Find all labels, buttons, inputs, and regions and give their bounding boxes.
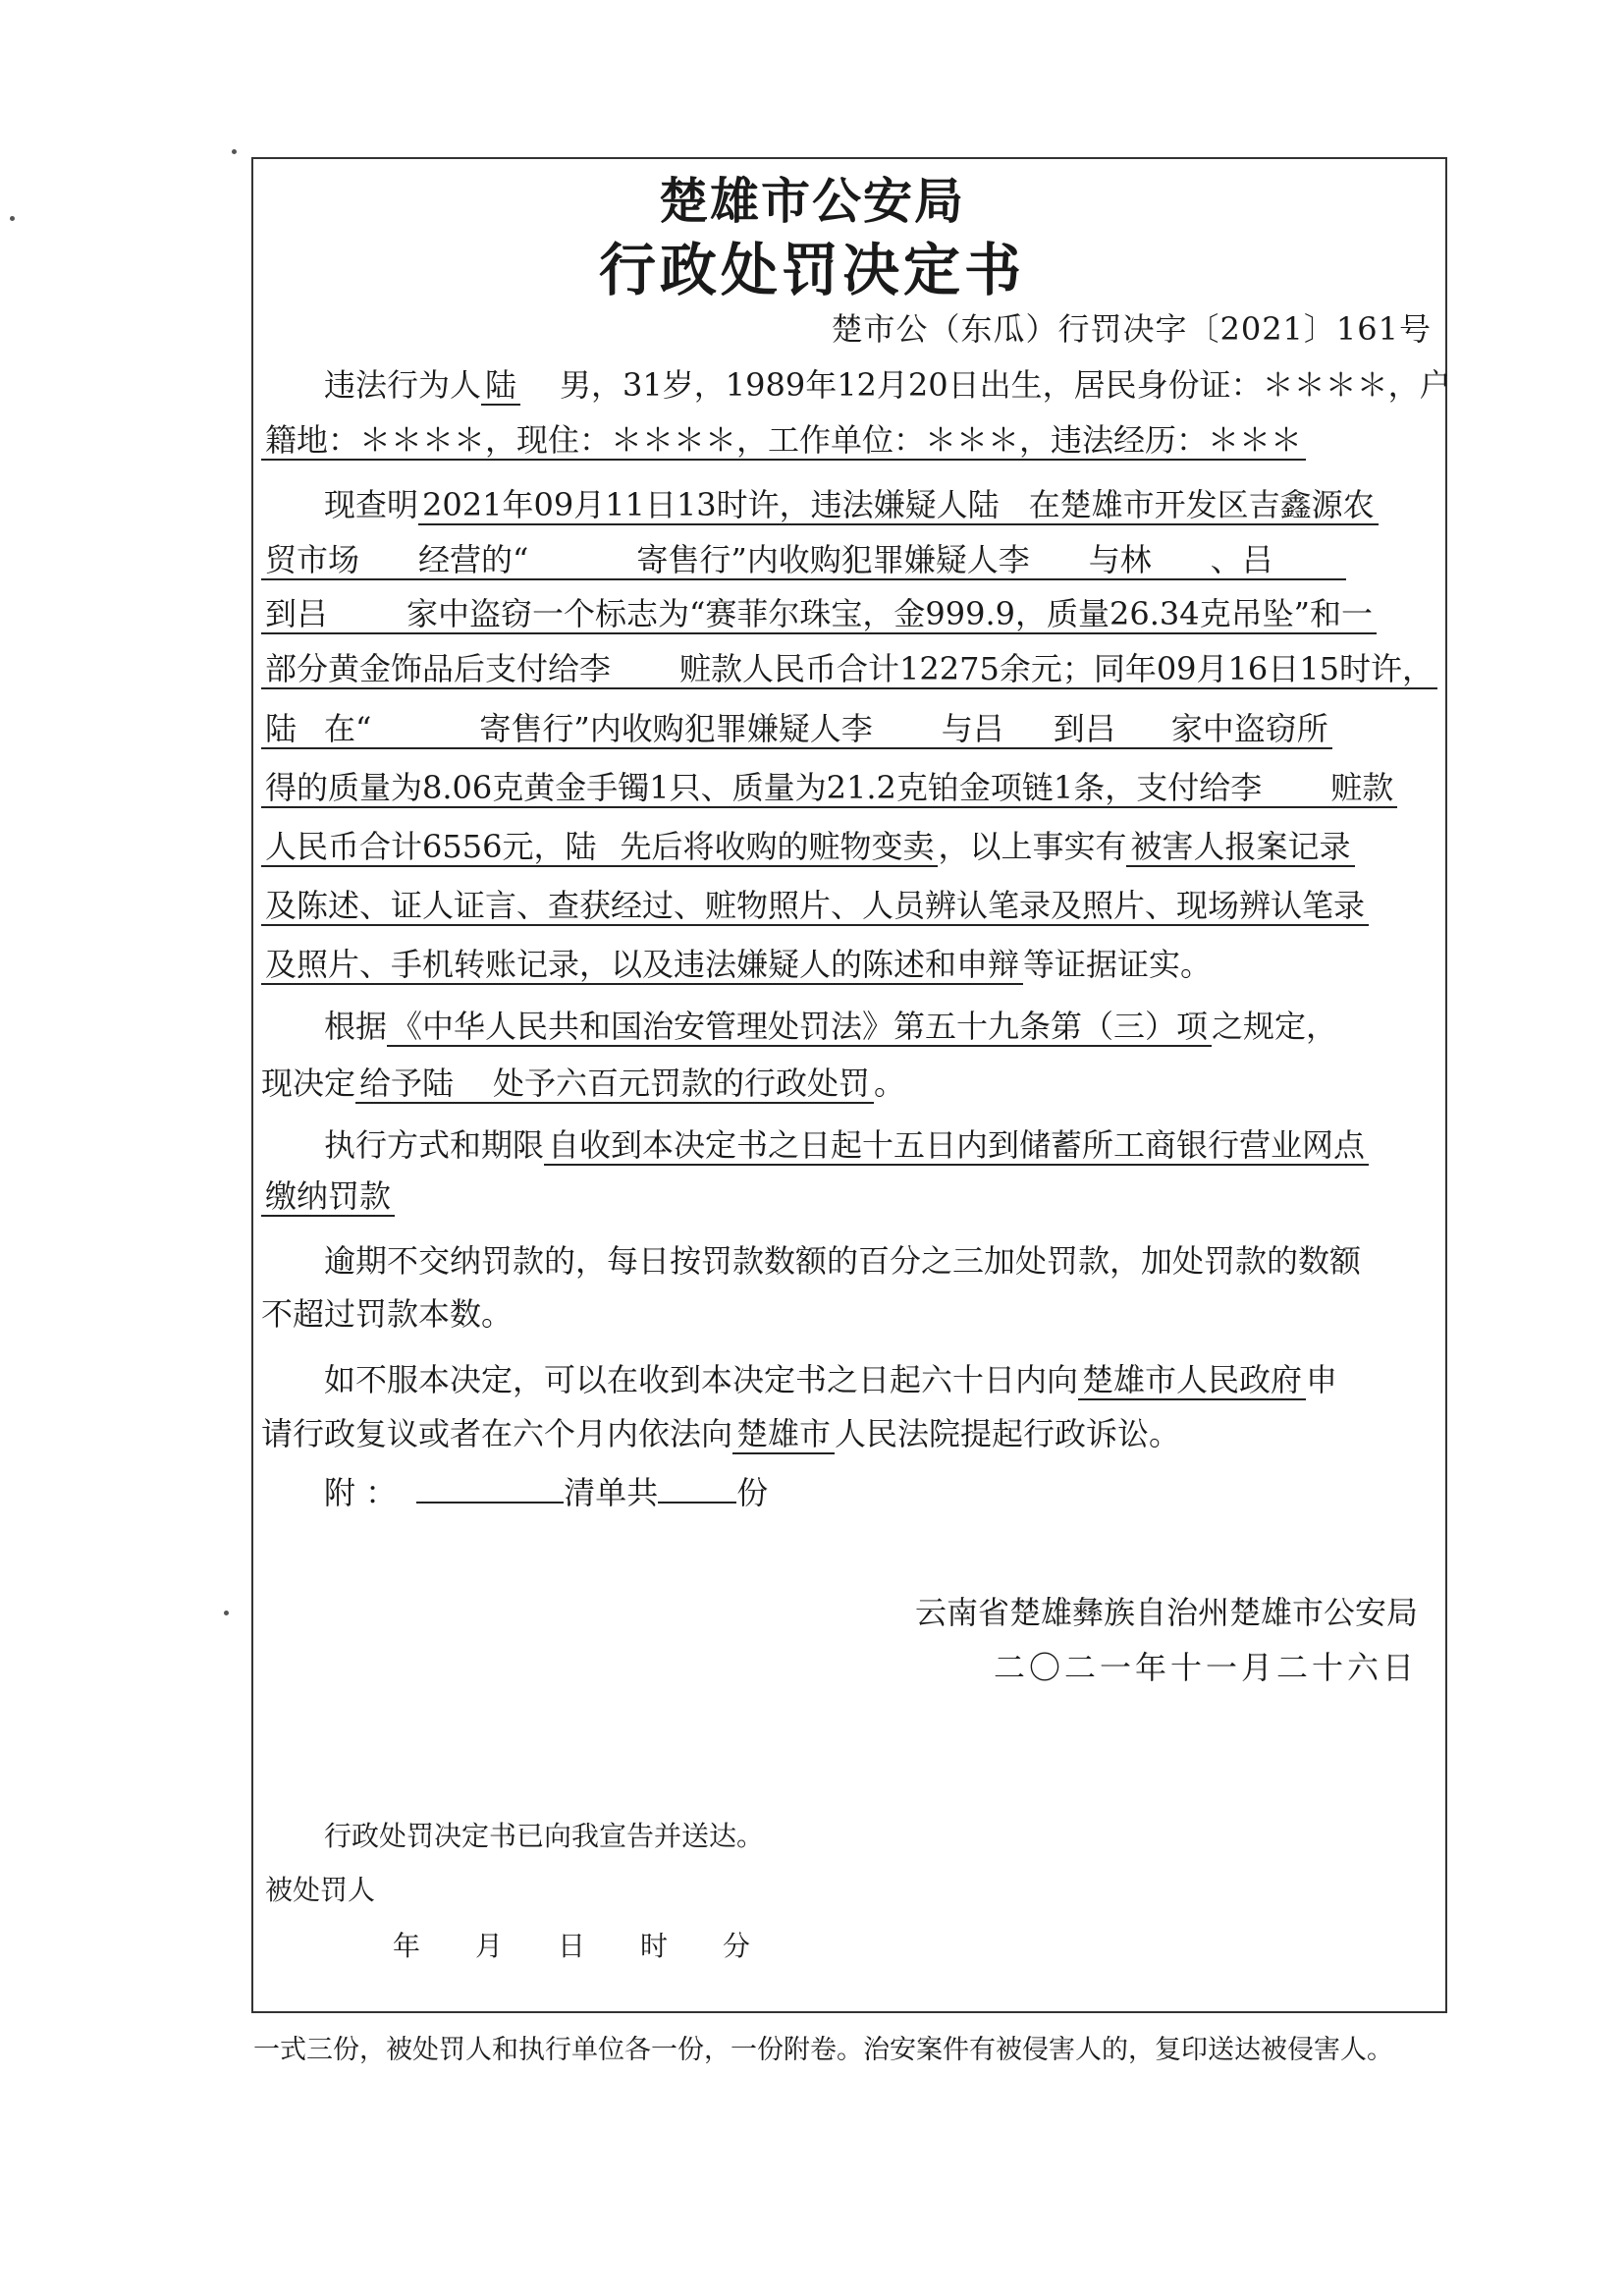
attachment-blank bbox=[416, 1474, 564, 1503]
facts-line-1: 现查明 2021年09月11日13时许，违法嫌疑人陆 在楚雄市开发区吉鑫源农 bbox=[324, 485, 1379, 524]
facts-line-2: 贸市场 经营的“ 寄售行”内收购犯罪嫌疑人李 与林 、吕 bbox=[261, 540, 1346, 579]
scan-speck bbox=[10, 216, 15, 221]
execution-line-1: 执行方式和期限 自收到本决定书之日起十五日内到储蓄所工商银行营业网点 bbox=[324, 1125, 1369, 1165]
document-type-title: 行政处罚决定书 bbox=[598, 237, 1025, 303]
attachment-line: 附 ： 清单共 份 bbox=[324, 1474, 769, 1511]
attachment-count-blank bbox=[658, 1474, 736, 1503]
facts-line-9: 及照片、手机转账记录，以及违法嫌疑人的陈述和申辩 等证据证实。 bbox=[261, 945, 1212, 984]
person-name: 陆 bbox=[481, 366, 520, 406]
issuing-authority-title: 楚雄市公安局 bbox=[659, 173, 965, 230]
scan-speck bbox=[224, 1611, 229, 1615]
facts-line-4: 部分黄金饰品后支付给李 赃款人民币合计12275余元；同年09月16日15时许， bbox=[261, 649, 1437, 688]
review-authority: 楚雄市人民政府 bbox=[1078, 1361, 1306, 1400]
decision-line: 现决定 给予陆 处予六百元罚款的行政处罚 。 bbox=[261, 1065, 906, 1102]
person-line-1: 违法行为人 陆 男，31岁，1989年12月20日出生，居民身份证：＊＊＊＊，户 bbox=[324, 366, 1451, 404]
service-notice: 行政处罚决定书已向我宣告并送达。 bbox=[324, 1820, 765, 1852]
issue-date: 二〇二一年十一月二十六日 bbox=[993, 1649, 1418, 1686]
penalty-decision: 给予陆 处予六百元罚款的行政处罚 bbox=[355, 1065, 874, 1104]
facts-line-8: 及陈述、证人证言、查获经过、赃物照片、人员辨认笔录及照片、现场辨认笔录 bbox=[261, 886, 1369, 925]
legal-basis-line: 根据 《中华人民共和国治安管理处罚法》第五十九条第（三）项 之规定， bbox=[324, 1008, 1338, 1045]
receipt-time-fields: 年 月 日 时 分 bbox=[393, 1930, 751, 1962]
overdue-line-2: 不超过罚款本数。 bbox=[261, 1295, 514, 1333]
recipient-label: 被处罚人 bbox=[265, 1874, 376, 1906]
facts-line-6: 得的质量为8.06克黄金手镯1只、质量为21.2克铂金项链1条，支付给李 赃款 bbox=[261, 768, 1397, 807]
facts-line-7: 人民币合计6556元，陆 先后将收购的赃物变卖 ，以上事实有 被害人报案记录 bbox=[261, 827, 1355, 866]
scan-speck bbox=[232, 149, 237, 154]
cited-law: 《中华人民共和国治安管理处罚法》第五十九条第（三）项 bbox=[387, 1008, 1212, 1047]
court-city: 楚雄市 bbox=[732, 1415, 835, 1454]
issuing-organization: 云南省楚雄彝族自治州楚雄市公安局 bbox=[914, 1594, 1418, 1631]
facts-line-3: 到吕 家中盗窃一个标志为“赛菲尔珠宝，金999.9，质量26.34克吊坠”和一 bbox=[261, 594, 1377, 633]
facts-line-5: 陆 在“ 寄售行”内收购犯罪嫌疑人李 与吕 到吕 家中盗窃所 bbox=[261, 709, 1332, 748]
appeal-line-2: 请行政复议或者在六个月内依法向 楚雄市 人民法院提起行政诉讼。 bbox=[261, 1415, 1181, 1452]
execution-line-2: 缴纳罚款 bbox=[261, 1176, 395, 1216]
document-number: 楚市公（东瓜）行罚决字〔2021〕161号 bbox=[831, 310, 1432, 348]
appeal-line-1: 如不服本决定，可以在收到本决定书之日起六十日内向 楚雄市人民政府 申 bbox=[324, 1361, 1338, 1398]
footer-note: 一式三份，被处罚人和执行单位各一份，一份附卷。治安案件有被侵害人的，复印送达被侵害人。 bbox=[253, 2035, 1393, 2065]
overdue-line-1: 逾期不交纳罚款的，每日按罚款数额的百分之三加处罚款，加处罚款的数额 bbox=[324, 1242, 1362, 1280]
person-line-2: 籍地：＊＊＊＊，现住：＊＊＊＊，工作单位：＊＊＊，违法经历：＊＊＊ bbox=[261, 420, 1306, 460]
